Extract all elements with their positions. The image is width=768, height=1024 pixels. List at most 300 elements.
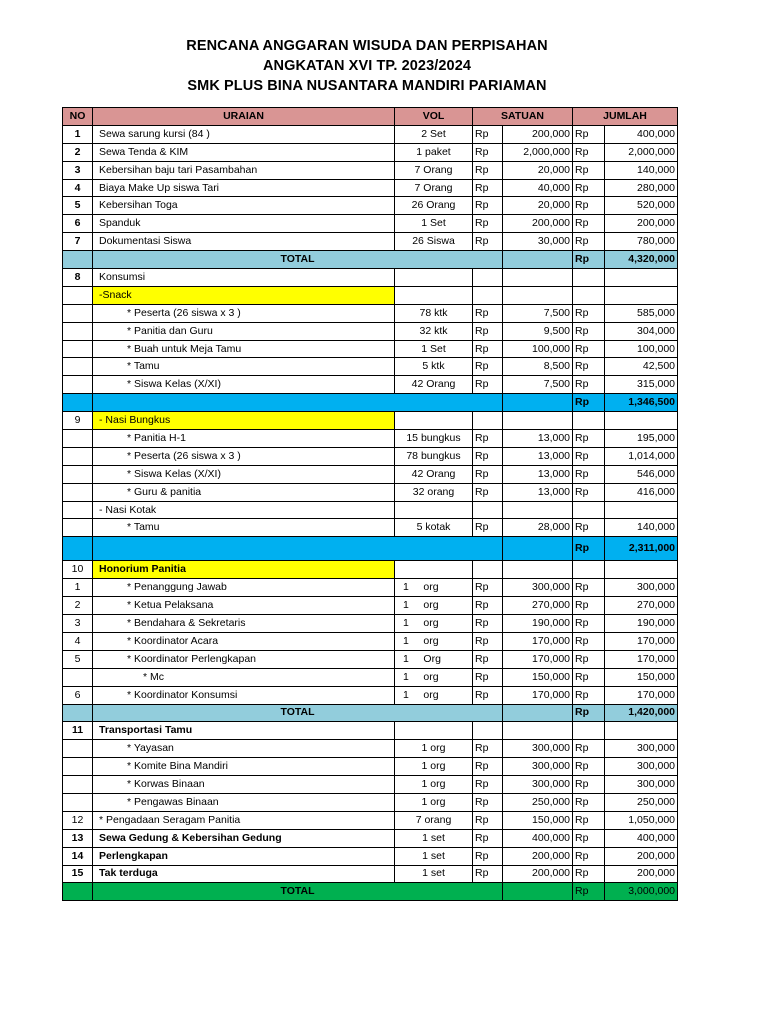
cell-currency: Rp	[473, 430, 503, 448]
cell-currency: Rp	[573, 483, 605, 501]
table-row	[63, 865, 678, 883]
cell-currency: Rp	[573, 304, 605, 322]
header-jumlah: JUMLAH	[573, 108, 678, 126]
table-row	[63, 615, 678, 633]
cell-currency: Rp	[473, 597, 503, 615]
table-row	[63, 811, 678, 829]
cell-no: 14	[63, 847, 93, 865]
cell-currency: Rp	[473, 304, 503, 322]
cell-blank	[573, 561, 605, 579]
cell-uraian: * Koordinator Perlengkapan	[93, 650, 395, 668]
cell-currency: Rp	[573, 847, 605, 865]
table-row	[63, 376, 678, 394]
cell-jumlah: 1,014,000	[605, 447, 678, 465]
cell-no	[63, 883, 93, 901]
cell-jumlah: 304,000	[605, 322, 678, 340]
cell-blank	[503, 269, 573, 287]
total-value: 1,420,000	[605, 704, 678, 722]
cell-blank	[395, 286, 473, 304]
cell-no	[63, 704, 93, 722]
cell-vol: 1 set	[395, 847, 473, 865]
cell-jumlah: 270,000	[605, 597, 678, 615]
cell-currency: Rp	[573, 215, 605, 233]
cell-uraian: * Tamu	[93, 519, 395, 537]
cell-currency: Rp	[473, 811, 503, 829]
cell-blank	[503, 251, 573, 269]
cell-currency: Rp	[473, 179, 503, 197]
cell-no	[63, 376, 93, 394]
cell-currency: Rp	[573, 776, 605, 794]
cell-uraian: * Panitia dan Guru	[93, 322, 395, 340]
cell-no: 6	[63, 686, 93, 704]
cell-jumlah: 400,000	[605, 125, 678, 143]
cell-vol: 1 set	[395, 829, 473, 847]
cell-satuan: 300,000	[503, 579, 573, 597]
total-label: TOTAL	[93, 883, 503, 901]
title-line-2: ANGKATAN XVI TP. 2023/2024	[262, 58, 472, 74]
cell-currency: Rp	[573, 758, 605, 776]
cell-blank	[605, 561, 678, 579]
cell-blank	[503, 537, 573, 561]
cell-jumlah: 400,000	[605, 829, 678, 847]
cell-uraian: Sewa sarung kursi (84 )	[93, 125, 395, 143]
cell-no	[63, 465, 93, 483]
cell-vol: 1 Set	[395, 340, 473, 358]
cell-vol: 1 paket	[395, 143, 473, 161]
cell-satuan: 170,000	[503, 650, 573, 668]
cell-satuan: 7,500	[503, 304, 573, 322]
cell-blank	[473, 269, 503, 287]
cell-currency: Rp	[573, 125, 605, 143]
cell-jumlah: 1,050,000	[605, 811, 678, 829]
cell-currency: Rp	[573, 615, 605, 633]
cell-vol: 15 bungkus	[395, 430, 473, 448]
cell-blank	[573, 286, 605, 304]
cell-currency: Rp	[573, 704, 605, 722]
cell-jumlah: 100,000	[605, 340, 678, 358]
total-value: 2,311,000	[605, 537, 678, 561]
table-row	[63, 322, 678, 340]
cell-no	[63, 501, 93, 519]
total-value: 3,000,000	[605, 883, 678, 901]
cell-no: 1	[63, 579, 93, 597]
cell-no: 2	[63, 143, 93, 161]
cell-uraian: Spanduk	[93, 215, 395, 233]
cell-vol: 1 org	[395, 686, 473, 704]
cell-jumlah: 546,000	[605, 465, 678, 483]
cell-vol: 2 Set	[395, 125, 473, 143]
cell-currency: Rp	[573, 632, 605, 650]
cell-currency: Rp	[573, 376, 605, 394]
cell-satuan: 100,000	[503, 340, 573, 358]
cell-blank	[503, 501, 573, 519]
table-row	[63, 793, 678, 811]
cell-uraian: * Peserta (26 siswa x 3 )	[93, 304, 395, 322]
cell-uraian: Perlengkapan	[93, 847, 395, 865]
cell-currency: Rp	[473, 465, 503, 483]
cell-satuan: 190,000	[503, 615, 573, 633]
total-row-final	[63, 883, 678, 901]
cell-jumlah: 170,000	[605, 686, 678, 704]
cell-vol: 32 orang	[395, 483, 473, 501]
cell-blank	[473, 286, 503, 304]
cell-blank	[503, 286, 573, 304]
cell-no: 5	[63, 650, 93, 668]
cell-vol: 78 bungkus	[395, 447, 473, 465]
section-row-snack	[63, 286, 678, 304]
section-row-konsumsi	[63, 269, 678, 287]
cell-satuan: 20,000	[503, 161, 573, 179]
cell-satuan: 13,000	[503, 447, 573, 465]
cell-currency: Rp	[573, 251, 605, 269]
total-label: TOTAL	[93, 251, 503, 269]
cell-currency: Rp	[473, 197, 503, 215]
cell-uraian: * Yayasan	[93, 740, 395, 758]
cell-no	[63, 793, 93, 811]
cell-blank	[573, 269, 605, 287]
cell-currency: Rp	[573, 197, 605, 215]
cell-no: 12	[63, 811, 93, 829]
cell-no	[63, 447, 93, 465]
cell-no: 4	[63, 632, 93, 650]
cell-currency: Rp	[573, 465, 605, 483]
cell-jumlah: 200,000	[605, 215, 678, 233]
cell-currency: Rp	[573, 179, 605, 197]
header-uraian: URAIAN	[93, 108, 395, 126]
header-no: NO	[63, 108, 93, 126]
cell-no	[63, 430, 93, 448]
cell-vol: 78 ktk	[395, 304, 473, 322]
table-row	[63, 340, 678, 358]
cell-jumlah: 170,000	[605, 632, 678, 650]
cell-no	[63, 776, 93, 794]
cell-no	[63, 740, 93, 758]
table-row	[63, 233, 678, 251]
cell-blank	[605, 501, 678, 519]
cell-currency: Rp	[573, 597, 605, 615]
cell-currency: Rp	[473, 740, 503, 758]
cell-satuan: 200,000	[503, 125, 573, 143]
cell-vol: 1 org	[395, 597, 473, 615]
cell-currency: Rp	[573, 668, 605, 686]
cell-blank	[503, 412, 573, 430]
cell-currency: Rp	[573, 579, 605, 597]
cell-currency: Rp	[573, 537, 605, 561]
section-label: - Nasi Kotak	[93, 501, 395, 519]
cell-currency: Rp	[473, 865, 503, 883]
cell-jumlah: 315,000	[605, 376, 678, 394]
cell-currency: Rp	[573, 740, 605, 758]
total-label	[93, 394, 503, 412]
cell-blank	[503, 561, 573, 579]
cell-jumlah: 170,000	[605, 650, 678, 668]
cell-satuan: 400,000	[503, 829, 573, 847]
cell-currency: Rp	[473, 829, 503, 847]
cell-no	[63, 304, 93, 322]
title-line-3: SMK PLUS BINA NUSANTARA MANDIRI PARIAMAN	[187, 78, 547, 94]
cell-satuan: 2,000,000	[503, 143, 573, 161]
cell-satuan: 170,000	[503, 686, 573, 704]
cell-blank	[605, 269, 678, 287]
cell-uraian: * Bendahara & Sekretaris	[93, 615, 395, 633]
table-row	[63, 197, 678, 215]
table-row	[63, 632, 678, 650]
cell-no	[63, 394, 93, 412]
cell-vol: 1 org	[395, 758, 473, 776]
cell-uraian: * Siswa Kelas (X/XI)	[93, 465, 395, 483]
cell-vol: 1 org	[395, 793, 473, 811]
cell-currency: Rp	[473, 686, 503, 704]
cell-satuan: 300,000	[503, 758, 573, 776]
cell-vol: 1 org	[395, 632, 473, 650]
table-row	[63, 179, 678, 197]
cell-satuan: 40,000	[503, 179, 573, 197]
cell-no	[63, 758, 93, 776]
cell-uraian: * Penanggung Jawab	[93, 579, 395, 597]
cell-no: 4	[63, 179, 93, 197]
cell-uraian: * Pengawas Binaan	[93, 793, 395, 811]
cell-satuan: 150,000	[503, 811, 573, 829]
total-row	[63, 251, 678, 269]
cell-currency: Rp	[473, 358, 503, 376]
section-row-nasi	[63, 412, 678, 430]
cell-currency: Rp	[573, 340, 605, 358]
subtotal-row-nasi	[63, 537, 678, 561]
cell-currency: Rp	[573, 686, 605, 704]
cell-satuan: 7,500	[503, 376, 573, 394]
cell-satuan: 200,000	[503, 215, 573, 233]
table-row	[63, 650, 678, 668]
table-row	[63, 579, 678, 597]
table-row	[63, 161, 678, 179]
cell-currency: Rp	[473, 579, 503, 597]
cell-blank	[473, 501, 503, 519]
cell-uraian: * Koordinator Konsumsi	[93, 686, 395, 704]
cell-currency: Rp	[473, 340, 503, 358]
cell-vol: 42 Orang	[395, 465, 473, 483]
cell-currency: Rp	[473, 161, 503, 179]
cell-satuan: 20,000	[503, 197, 573, 215]
table-row	[63, 597, 678, 615]
cell-no	[63, 286, 93, 304]
cell-vol: 7 orang	[395, 811, 473, 829]
cell-no: 7	[63, 233, 93, 251]
cell-uraian: * Siswa Kelas (X/XI)	[93, 376, 395, 394]
cell-satuan: 28,000	[503, 519, 573, 537]
cell-no: 1	[63, 125, 93, 143]
section-row-honor	[63, 561, 678, 579]
cell-no: 9	[63, 412, 93, 430]
cell-blank	[503, 704, 573, 722]
table-row	[63, 668, 678, 686]
cell-jumlah: 520,000	[605, 197, 678, 215]
cell-satuan: 13,000	[503, 483, 573, 501]
cell-currency: Rp	[573, 793, 605, 811]
cell-currency: Rp	[473, 519, 503, 537]
table-row	[63, 358, 678, 376]
section-row-transport	[63, 722, 678, 740]
cell-currency: Rp	[573, 322, 605, 340]
cell-jumlah: 42,500	[605, 358, 678, 376]
cell-satuan: 250,000	[503, 793, 573, 811]
cell-blank	[503, 883, 573, 901]
cell-currency: Rp	[573, 358, 605, 376]
cell-jumlah: 190,000	[605, 615, 678, 633]
cell-uraian: Biaya Make Up siswa Tari	[93, 179, 395, 197]
cell-currency: Rp	[573, 143, 605, 161]
cell-currency: Rp	[473, 776, 503, 794]
cell-blank	[395, 269, 473, 287]
cell-uraian: Kebersihan baju tari Pasambahan	[93, 161, 395, 179]
table-row	[63, 430, 678, 448]
cell-blank	[473, 412, 503, 430]
cell-currency: Rp	[473, 650, 503, 668]
cell-jumlah: 300,000	[605, 740, 678, 758]
cell-no	[63, 322, 93, 340]
cell-no	[63, 668, 93, 686]
cell-uraian: * Korwas Binaan	[93, 776, 395, 794]
cell-vol: 1 set	[395, 865, 473, 883]
cell-vol: 1 org	[395, 579, 473, 597]
cell-no	[63, 340, 93, 358]
cell-jumlah: 195,000	[605, 430, 678, 448]
cell-vol: 26 Siswa	[395, 233, 473, 251]
cell-currency: Rp	[473, 233, 503, 251]
cell-currency: Rp	[473, 632, 503, 650]
cell-jumlah: 300,000	[605, 776, 678, 794]
cell-vol: 5 kotak	[395, 519, 473, 537]
cell-uraian: * Komite Bina Mandiri	[93, 758, 395, 776]
cell-currency: Rp	[573, 430, 605, 448]
cell-vol: 1 org	[395, 776, 473, 794]
cell-satuan: 170,000	[503, 632, 573, 650]
cell-satuan: 200,000	[503, 865, 573, 883]
cell-blank	[473, 561, 503, 579]
cell-currency: Rp	[473, 758, 503, 776]
header-vol: VOL	[395, 108, 473, 126]
cell-no: 3	[63, 161, 93, 179]
cell-currency: Rp	[473, 376, 503, 394]
cell-currency: Rp	[573, 394, 605, 412]
cell-jumlah: 280,000	[605, 179, 678, 197]
cell-uraian: Sewa Gedung & Kebersihan Gedung	[93, 829, 395, 847]
table-row	[63, 304, 678, 322]
cell-vol: 1 Set	[395, 215, 473, 233]
cell-uraian: Tak terduga	[93, 865, 395, 883]
cell-no	[63, 519, 93, 537]
cell-no	[63, 537, 93, 561]
table-row	[63, 465, 678, 483]
cell-currency: Rp	[573, 811, 605, 829]
total-label	[93, 537, 503, 561]
cell-jumlah: 300,000	[605, 758, 678, 776]
cell-blank	[605, 286, 678, 304]
cell-jumlah: 416,000	[605, 483, 678, 501]
cell-satuan: 150,000	[503, 668, 573, 686]
cell-no: 3	[63, 615, 93, 633]
cell-jumlah: 250,000	[605, 793, 678, 811]
table-row	[63, 829, 678, 847]
cell-uraian: * Mc	[93, 668, 395, 686]
section-row-nasi-kotak	[63, 501, 678, 519]
cell-jumlah: 2,000,000	[605, 143, 678, 161]
cell-currency: Rp	[473, 483, 503, 501]
section-label: Transportasi Tamu	[93, 722, 395, 740]
cell-jumlah: 150,000	[605, 668, 678, 686]
cell-currency: Rp	[573, 650, 605, 668]
title-line-1: RENCANA ANGGARAN WISUDA DAN PERPISAHAN	[186, 38, 548, 54]
header-satuan: SATUAN	[473, 108, 573, 126]
cell-vol: 1 Org	[395, 650, 473, 668]
cell-currency: Rp	[573, 519, 605, 537]
cell-satuan: 13,000	[503, 430, 573, 448]
cell-no: 13	[63, 829, 93, 847]
cell-no: 5	[63, 197, 93, 215]
cell-currency: Rp	[473, 847, 503, 865]
cell-blank	[503, 722, 573, 740]
cell-currency: Rp	[573, 233, 605, 251]
cell-vol: 1 org	[395, 668, 473, 686]
cell-uraian: Kebersihan Toga	[93, 197, 395, 215]
cell-vol: 7 Orang	[395, 179, 473, 197]
cell-jumlah: 780,000	[605, 233, 678, 251]
cell-blank	[573, 501, 605, 519]
cell-blank	[605, 412, 678, 430]
budget-table	[62, 107, 678, 901]
table-row	[63, 125, 678, 143]
cell-jumlah: 200,000	[605, 847, 678, 865]
cell-jumlah: 140,000	[605, 519, 678, 537]
section-label: Honorium Panitia	[93, 561, 395, 579]
cell-vol: 7 Orang	[395, 161, 473, 179]
cell-uraian: * Pengadaan Seragam Panitia	[93, 811, 395, 829]
cell-currency: Rp	[573, 883, 605, 901]
cell-uraian: * Tamu	[93, 358, 395, 376]
cell-currency: Rp	[473, 793, 503, 811]
total-value: 4,320,000	[605, 251, 678, 269]
cell-no: 8	[63, 269, 93, 287]
cell-satuan: 30,000	[503, 233, 573, 251]
cell-jumlah: 585,000	[605, 304, 678, 322]
table-row	[63, 686, 678, 704]
table-row	[63, 143, 678, 161]
cell-uraian: * Ketua Pelaksana	[93, 597, 395, 615]
cell-currency: Rp	[473, 215, 503, 233]
total-value: 1,346,500	[605, 394, 678, 412]
section-label: Konsumsi	[93, 269, 395, 287]
cell-currency: Rp	[473, 125, 503, 143]
cell-vol: 32 ktk	[395, 322, 473, 340]
cell-jumlah: 140,000	[605, 161, 678, 179]
cell-blank	[573, 722, 605, 740]
cell-satuan: 200,000	[503, 847, 573, 865]
table-row	[63, 758, 678, 776]
cell-blank	[503, 394, 573, 412]
cell-currency: Rp	[573, 447, 605, 465]
table-row	[63, 483, 678, 501]
cell-no: 15	[63, 865, 93, 883]
cell-blank	[573, 412, 605, 430]
cell-vol: 5 ktk	[395, 358, 473, 376]
section-label: - Nasi Bungkus	[93, 412, 395, 430]
table-row	[63, 740, 678, 758]
cell-uraian: * Panitia H-1	[93, 430, 395, 448]
cell-uraian: Dokumentasi Siswa	[93, 233, 395, 251]
cell-no	[63, 251, 93, 269]
total-label: TOTAL	[93, 704, 503, 722]
cell-currency: Rp	[573, 865, 605, 883]
cell-blank	[395, 722, 473, 740]
